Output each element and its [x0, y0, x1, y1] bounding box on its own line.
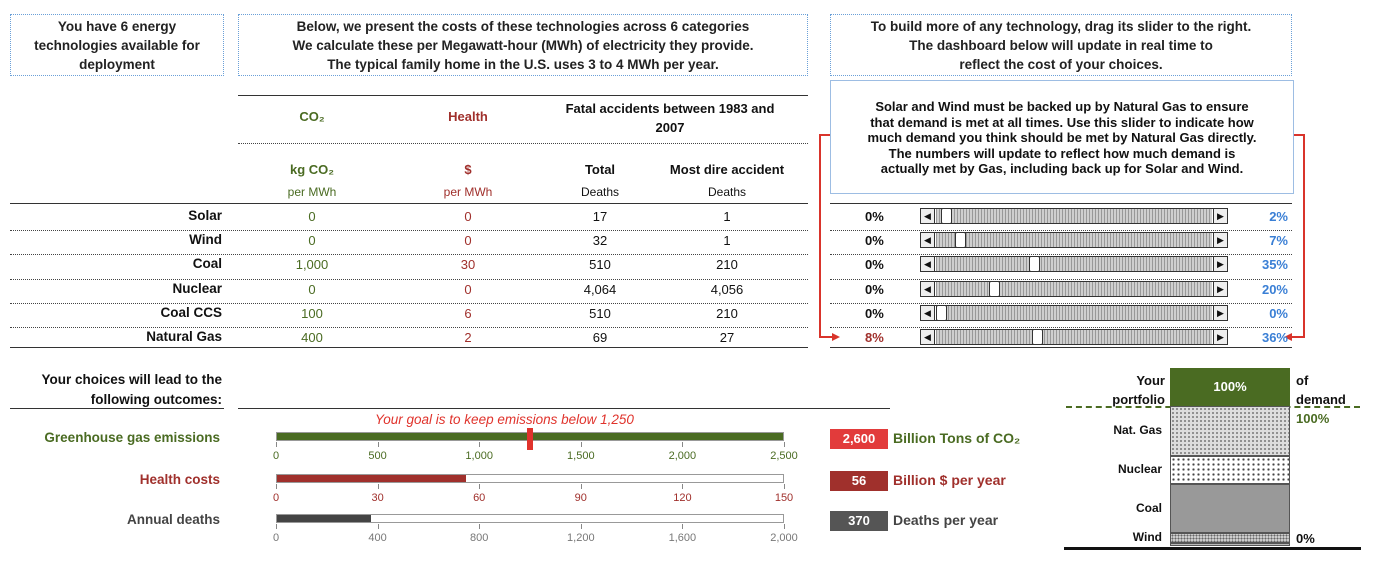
- axis-tick-label: 500: [368, 450, 387, 462]
- portfolio-right-label: [1296, 371, 1346, 409]
- slider-track[interactable]: [936, 306, 1212, 320]
- co2-value: 0: [308, 209, 316, 224]
- health-value: 0: [464, 281, 472, 297]
- slider-left-button[interactable]: ◀: [921, 209, 935, 223]
- portfolio-segment-label: Nuclear: [1117, 462, 1162, 477]
- right-percent: 35%: [1261, 257, 1288, 273]
- co2-value: 0: [308, 233, 316, 249]
- slider-right-button[interactable]: ▶: [1213, 257, 1227, 271]
- axis-tick-label: 150: [774, 492, 794, 504]
- axis-tick: [682, 524, 683, 529]
- slider-track[interactable]: [936, 282, 1212, 296]
- colhead-health-bottom: per MWh: [443, 185, 493, 199]
- axis-tick-label: 2,500: [770, 450, 798, 462]
- axis-tick-label: 0: [272, 450, 280, 462]
- axis-tick: [784, 484, 785, 489]
- left-percent: 0%: [865, 281, 884, 297]
- intro-left-box: [10, 14, 224, 76]
- row-divider: [830, 254, 1292, 255]
- axis-tick-label: 800: [470, 532, 489, 544]
- slider-track[interactable]: [936, 209, 1212, 223]
- total-deaths-value: 69: [592, 330, 608, 345]
- intro-left-line: technologies available for: [34, 38, 200, 53]
- row-divider: [10, 303, 808, 304]
- slider-nuclear[interactable]: [920, 281, 1228, 297]
- dire-deaths-value: 27: [719, 330, 735, 345]
- intro-left-line: deployment: [79, 57, 155, 72]
- outcome-axis: [272, 484, 794, 506]
- outcomes-rule-right: [238, 408, 890, 409]
- slider-coal[interactable]: [920, 256, 1228, 272]
- outcome-bar: [276, 474, 784, 483]
- slider-left-button[interactable]: ◀: [921, 330, 935, 344]
- axis-tick-label: 1,000: [465, 450, 493, 462]
- axis-tick: [479, 484, 480, 489]
- axis-tick-label: 90: [574, 492, 587, 504]
- slider-left-button[interactable]: ◀: [921, 306, 935, 320]
- slider-thumb[interactable]: [936, 305, 947, 321]
- axis-tick: [784, 524, 785, 529]
- axis-tick-label: 1,500: [567, 450, 595, 462]
- right-percent: 7%: [1269, 233, 1288, 249]
- intro-right-box: [830, 14, 1292, 76]
- axis-tick: [784, 442, 785, 447]
- right-percent: 2%: [1269, 209, 1288, 224]
- slider-thumb[interactable]: [1032, 329, 1043, 345]
- portfolio-top-value: 100%: [1213, 379, 1247, 394]
- outcome-bar: [276, 514, 784, 523]
- right-percent: 20%: [1261, 281, 1288, 297]
- colhead-total-top: Total: [584, 162, 616, 177]
- total-deaths-value: 4,064: [583, 281, 617, 297]
- header-divider: [238, 143, 808, 144]
- portfolio-right-line: of: [1296, 373, 1309, 388]
- intro-middle-box: [238, 14, 808, 76]
- outcomes-rule-left: [10, 408, 224, 409]
- colhead-total-bottom: Deaths: [580, 185, 620, 199]
- row-divider: [10, 230, 808, 231]
- slider-coal-ccs[interactable]: [920, 305, 1228, 321]
- outcome-value: 2,600: [842, 431, 876, 446]
- axis-tick: [581, 442, 582, 447]
- portfolio-segment-nuclear: [1170, 456, 1290, 484]
- row-divider: [830, 279, 1292, 280]
- dire-deaths-value: 210: [716, 257, 738, 273]
- axis-tick: [479, 442, 480, 447]
- emissions-goal-marker: [527, 428, 533, 450]
- portfolio-left-label: [1085, 371, 1165, 409]
- outcome-label: Greenhouse gas emissions: [44, 430, 220, 445]
- row-label-wind: Wind: [189, 232, 222, 248]
- outcome-unit: Deaths per year: [893, 512, 999, 528]
- slider-thumb[interactable]: [989, 281, 1000, 297]
- total-deaths-value: 32: [592, 233, 608, 249]
- slider-left-button[interactable]: ◀: [921, 282, 935, 296]
- axis-tick-label: 2,000: [770, 532, 798, 544]
- slider-left-button[interactable]: ◀: [921, 233, 935, 247]
- slider-right-button[interactable]: ▶: [1213, 282, 1227, 296]
- left-percent: 0%: [865, 209, 884, 224]
- axis-tick-label: 0: [272, 492, 280, 504]
- colhead-health-top: $: [464, 162, 472, 177]
- slider-header-rule: [830, 203, 1292, 204]
- slider-right-button[interactable]: ▶: [1213, 233, 1227, 247]
- total-deaths-value: 510: [589, 305, 611, 321]
- outcome-unit: Billion Tons of CO₂: [893, 430, 1021, 446]
- row-label-coal-ccs: Coal CCS: [160, 304, 222, 320]
- slider-wind[interactable]: [920, 232, 1228, 248]
- row-divider: [830, 327, 1292, 328]
- portfolio-segment-label: Coal: [1135, 500, 1162, 515]
- dire-deaths-value: 210: [716, 305, 738, 321]
- dire-deaths-value: 1: [723, 209, 731, 224]
- co2-value: 100: [301, 305, 323, 321]
- total-deaths-value: 510: [589, 257, 611, 273]
- outcome-unit: Billion $ per year: [893, 472, 1006, 488]
- gas-note-line: much demand you think should be met by Natural Gas directly.: [867, 130, 1257, 145]
- slider-right-button[interactable]: ▶: [1213, 306, 1227, 320]
- axis-tick-label: 400: [368, 532, 387, 544]
- outcome-value: 370: [848, 513, 870, 528]
- axis-tick-label: 0: [272, 532, 280, 544]
- intro-middle-line: The typical family home in the U.S. uses 3 to 4 MWh per year.: [327, 57, 719, 72]
- table-top-rule: [238, 95, 808, 96]
- portfolio-bottom-value: 0%: [1296, 531, 1315, 546]
- row-divider: [10, 254, 808, 255]
- axis-tick-label: 60: [473, 492, 486, 504]
- portfolio-segment-wind: [1170, 533, 1290, 543]
- row-label-natural-gas: Natural Gas: [146, 329, 222, 344]
- axis-tick: [479, 524, 480, 529]
- co2-value: 400: [301, 330, 323, 345]
- colhead-dire-top: Most dire accident: [669, 162, 785, 177]
- gas-note-line: The numbers will update to reflect how much demand is: [888, 145, 1236, 161]
- intro-right-line: reflect the cost of your choices.: [959, 57, 1163, 72]
- outcomes-heading-line: Your choices will lead to the: [41, 372, 222, 387]
- row-label-coal: Coal: [192, 256, 222, 272]
- intro-right-line: To build more of any technology, drag its slider to the right.: [870, 19, 1252, 34]
- health-value: 30: [460, 257, 476, 273]
- outcome-value-box: [830, 471, 888, 491]
- row-divider: [830, 303, 1292, 304]
- portfolio-left-line: portfolio: [1112, 392, 1165, 407]
- slider-track[interactable]: [936, 257, 1212, 271]
- health-value: 2: [464, 330, 472, 345]
- health-value: 0: [464, 233, 472, 249]
- gas-note-line: that demand is met at all times. Use this slider to indicate how: [870, 114, 1254, 130]
- left-percent: 0%: [865, 305, 884, 321]
- right-percent: 0%: [1269, 305, 1288, 321]
- axis-tick: [682, 484, 683, 489]
- gas-note-line: Solar and Wind must be backed up by Natural Gas to ensure: [875, 99, 1249, 114]
- slider-thumb[interactable]: [955, 232, 966, 248]
- outcomes-heading-line: following outcomes:: [90, 392, 222, 407]
- table-bottom-rule: [10, 347, 808, 348]
- axis-tick: [682, 442, 683, 447]
- colhead-dire-bottom: Deaths: [707, 185, 747, 199]
- outcome-bar-fill: [277, 475, 466, 482]
- portfolio-segment-solar: [1170, 543, 1290, 546]
- axis-tick: [581, 484, 582, 489]
- slider-track[interactable]: [936, 233, 1212, 247]
- outcome-label: Annual deaths: [126, 512, 220, 527]
- portfolio-baseline: [1064, 547, 1361, 550]
- health-value: 6: [464, 305, 472, 321]
- row-label-solar: Solar: [188, 208, 222, 223]
- emissions-goal-text: Your goal is to keep emissions below 1,250: [375, 412, 634, 427]
- axis-tick-label: 30: [371, 492, 384, 504]
- total-deaths-value: 17: [592, 209, 608, 224]
- dire-deaths-value: 4,056: [710, 281, 744, 297]
- portfolio-segment-label: Wind: [1132, 530, 1162, 545]
- slider-thumb[interactable]: [1029, 256, 1040, 272]
- health-value: 0: [464, 209, 472, 224]
- gas-note-line: actually met by Gas, including back up for Solar and Wind.: [880, 161, 1244, 176]
- left-percent: 8%: [865, 330, 884, 345]
- co2-value: 1,000: [295, 257, 329, 273]
- axis-tick-label: 2,000: [668, 450, 697, 462]
- slider-solar[interactable]: [920, 208, 1228, 224]
- portfolio-segment-coal: [1170, 484, 1290, 533]
- row-label-nuclear: Nuclear: [172, 280, 222, 296]
- axis-tick-label: 1,200: [567, 532, 595, 544]
- colhead-co2-top: kg CO₂: [289, 162, 335, 177]
- intro-middle-line: Below, we present the costs of these technologies across 6 categories: [296, 19, 750, 34]
- colhead-co2-bottom: per MWh: [287, 185, 337, 199]
- right-percent: 36%: [1261, 330, 1288, 345]
- axis-tick: [276, 484, 277, 489]
- axis-tick: [276, 524, 277, 529]
- axis-tick: [276, 442, 277, 447]
- table-header-rule: [10, 203, 808, 204]
- header-health: Health: [448, 109, 488, 124]
- axis-tick-label: 120: [673, 492, 692, 504]
- slider-right-button[interactable]: ▶: [1213, 209, 1227, 223]
- outcomes-heading: [10, 370, 222, 410]
- outcome-axis: [272, 524, 798, 546]
- outcome-bar-fill: [277, 515, 371, 522]
- portfolio-right-line: demand: [1296, 392, 1346, 407]
- left-percent: 0%: [865, 257, 884, 273]
- portfolio-segment-label: Nat. Gas: [1113, 423, 1162, 438]
- axis-tick: [378, 524, 379, 529]
- slider-right-button[interactable]: ▶: [1213, 330, 1227, 344]
- row-divider: [10, 279, 808, 280]
- axis-tick-label: 1,600: [668, 532, 697, 544]
- left-percent: 0%: [865, 233, 884, 249]
- header-co2: CO₂: [299, 109, 325, 124]
- co2-value: 0: [308, 281, 316, 297]
- slider-track[interactable]: [936, 330, 1212, 344]
- slider-natural-gas[interactable]: [920, 329, 1228, 345]
- outcome-value-box: [830, 511, 888, 531]
- slider-left-button[interactable]: ◀: [921, 257, 935, 271]
- outcome-value-box: [830, 429, 888, 449]
- intro-left-line: You have 6 energy: [57, 19, 177, 34]
- outcome-value: 56: [851, 473, 867, 488]
- outcome-label: Health costs: [139, 472, 220, 487]
- slider-thumb[interactable]: [941, 208, 952, 224]
- intro-middle-line: We calculate these per Megawatt-hour (MWh) of electricity they provide.: [292, 38, 754, 53]
- portfolio-segment-nat-gas: [1170, 406, 1290, 456]
- axis-tick: [581, 524, 582, 529]
- axis-tick: [378, 484, 379, 489]
- row-divider: [830, 230, 1292, 231]
- header-fatal: Fatal accidents between 1983 and 2007: [565, 101, 775, 135]
- axis-tick: [378, 442, 379, 447]
- portfolio-left-line: Your: [1136, 373, 1165, 388]
- intro-right-line: The dashboard below will update in real time to: [909, 38, 1213, 53]
- portfolio-top-box: [1170, 368, 1290, 406]
- dire-deaths-value: 1: [723, 233, 731, 249]
- row-divider: [10, 327, 808, 328]
- slider-bottom-rule: [830, 347, 1292, 348]
- demand-line-value: 100%: [1296, 411, 1330, 426]
